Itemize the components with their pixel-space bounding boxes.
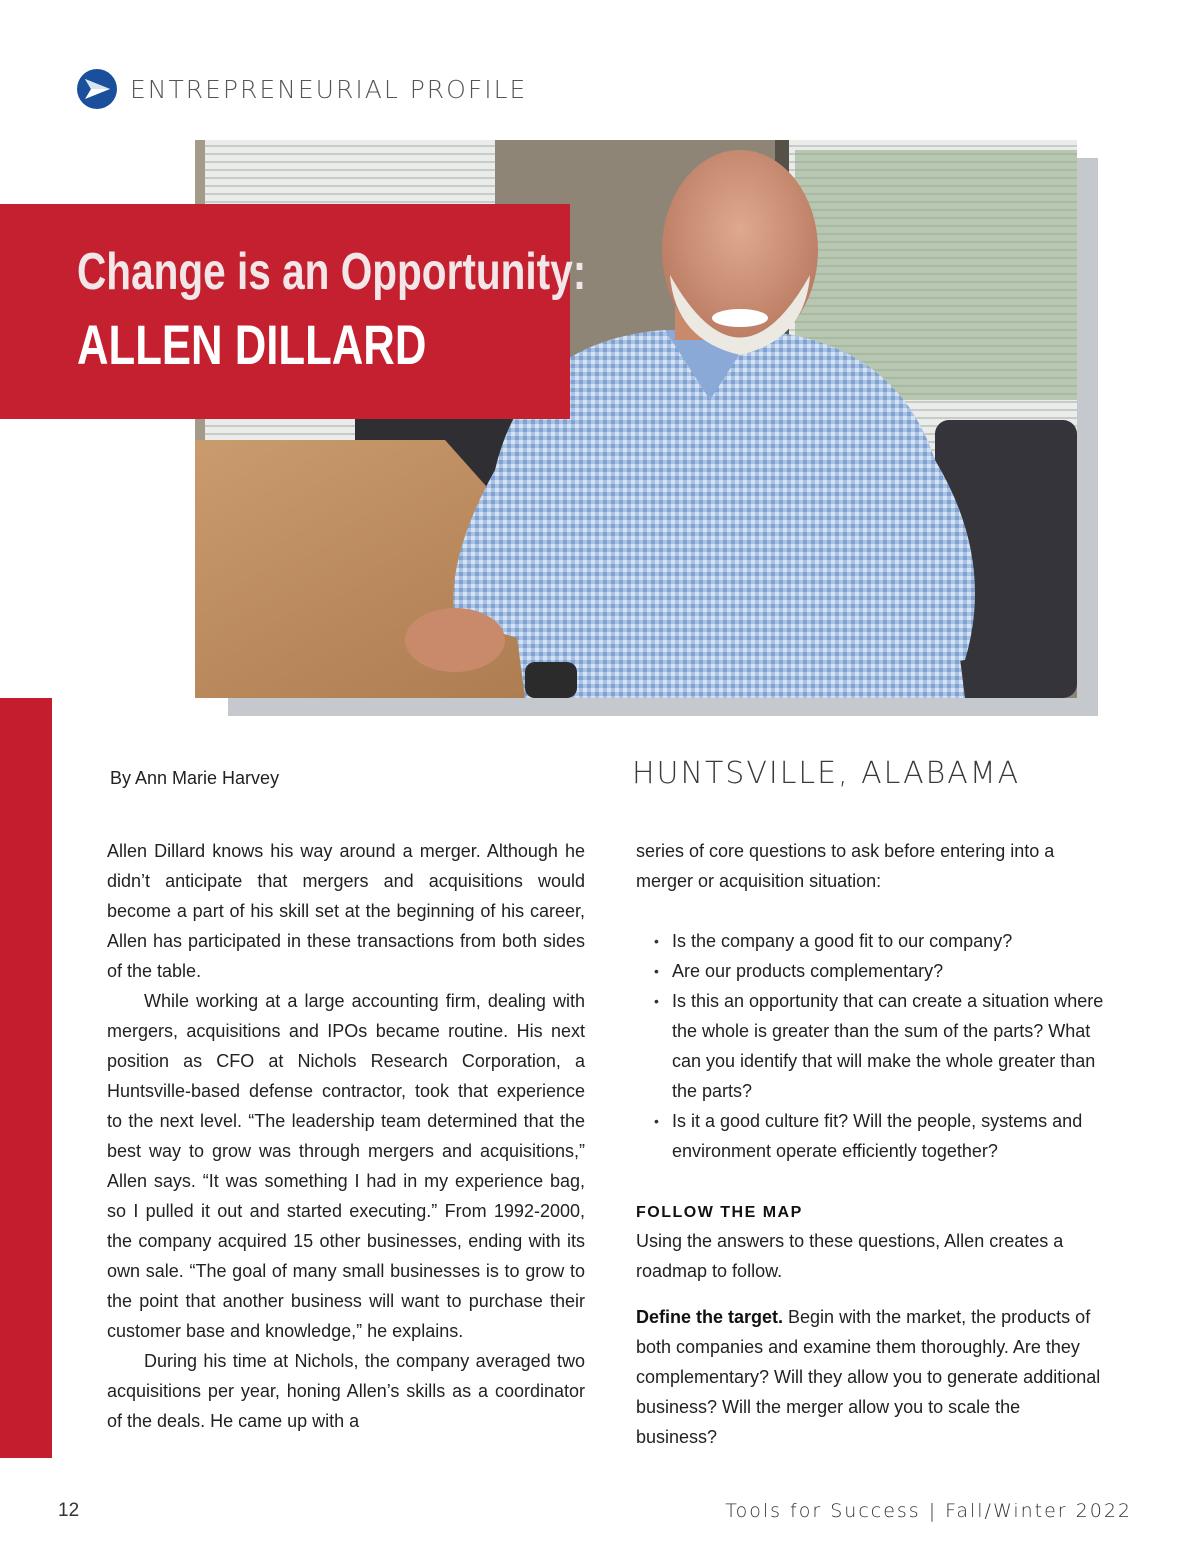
headline: Change is an Opportunity:	[77, 243, 587, 301]
left-column	[107, 836, 585, 1436]
paragraph: During his time at Nichols, the company averaged two acquisitions per year, honing Allen’s skills as a coordinator of the deals. He came up with a	[107, 1351, 585, 1431]
question-list	[636, 926, 1106, 1166]
define-lead: Define the target.	[636, 1307, 784, 1327]
paragraph: Using the answers to these questions, Allen creates a roadmap to follow.	[636, 1231, 1064, 1281]
define-paragraph	[636, 1302, 1106, 1452]
paragraph: While working at a large accounting firm, dealing with mergers, acquisitions and IPOs became routine. His next position as CFO at Nichols Research Corporation, a Huntsville-based defense contractor, took that experience to the next level. “The leadership team determined that the best way to grow was through mergers and acquisitions,” Allen says. “It was something I had in my experience bag, so I pulled it out and started executing.” From 1992-2000, the company acquired 15 other businesses, ending with its own sale. “The goal of many small businesses is to grow to the point that another business will want to purchase their customer base and knowledge,” he explains.	[107, 991, 585, 1341]
byline: By Ann Marie Harvey	[110, 768, 280, 788]
section-header	[76, 68, 527, 110]
red-side-bar	[0, 698, 52, 1458]
paragraph: series of core questions to ask before entering into a merger or acquisition situation:	[636, 841, 1055, 891]
list-item: • Is it a good culture fit? Will the people, systems and environment operate efficiently together?	[636, 1106, 1106, 1166]
paragraph: Allen Dillard knows his way around a merger. Although he didn’t anticipate that mergers and acquisitions would become a part of his skill set at the beginning of his career, Allen has participated in these transactions from both sides of the table.	[107, 841, 585, 981]
list-item: • Is the company a good fit to our company?	[636, 926, 1106, 956]
define-text: Begin with the market, the products of both companies and examine them thoroughly. Are they complementary? Will they allow you to generate additional business? Will the merger allow you to scale the business?	[636, 1307, 1101, 1447]
title-block	[0, 204, 587, 419]
footer-credit: Tools for Success | Fall/Winter 2022	[725, 1500, 1132, 1522]
section-label: ENTREPRENEURIAL PROFILE	[130, 74, 528, 104]
location-heading: HUNTSVILLE, ALABAMA	[632, 756, 1021, 791]
list-item: • Are our products complementary?	[636, 956, 1106, 986]
subject-name: ALLEN DILLARD	[77, 313, 427, 376]
right-column	[636, 836, 1106, 1452]
subheading: FOLLOW THE MAP	[636, 1204, 803, 1221]
blue-arrow-circle-icon	[76, 68, 118, 110]
page-number: 12	[58, 1500, 80, 1521]
list-item: • Is this an opportunity that can create a situation where the whole is greater than the sum of the parts? What can you identify that will make the whole greater than the parts?	[636, 986, 1106, 1106]
